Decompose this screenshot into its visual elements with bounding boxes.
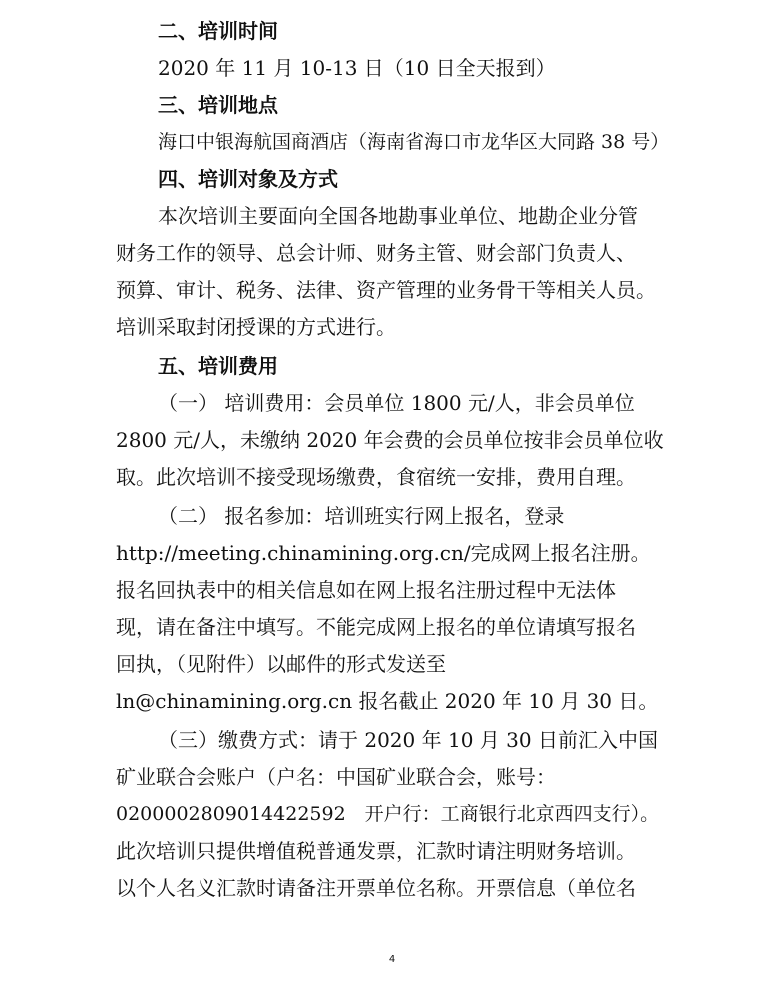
section-heading-training-time: 二、培训时间 (158, 19, 278, 43)
bank-account-line: 0200002809014422592 开户行：工商银行北京西四支行）。 (116, 803, 660, 825)
paragraph-line: 以个人名义汇款时请备注开票单位名称。开票信息（单位名 (116, 876, 636, 900)
paragraph-line: 现，请在备注中填写。不能完成网上报名的单位请填写报名 (116, 615, 636, 639)
paragraph-line: 报名回执表中的相关信息如在网上报名注册过程中无法体 (116, 578, 616, 602)
section-heading-training-fee: 五、培训费用 (158, 354, 278, 378)
paragraph-line: 培训采取封闭授课的方式进行。 (116, 315, 396, 339)
section-heading-training-target: 四、培训对象及方式 (158, 167, 338, 191)
training-time-text: 2020 年 11 月 10-13 日（10 日全天报到） (158, 56, 556, 80)
email-line: ln@chinamining.org.cn 报名截止 2020 年 10 月 30 日。 (116, 689, 659, 713)
training-location-text: 海口中银海航国商酒店（海南省海口市龙华区大同路 38 号） (158, 131, 670, 153)
paragraph-line: 预算、审计、税务、法律、资产管理的业务骨干等相关人员。 (116, 278, 656, 302)
paragraph-line: （一） 培训费用：会员单位 1800 元/人，非会员单位 (158, 391, 635, 415)
section-heading-training-location: 三、培训地点 (158, 93, 278, 117)
paragraph-line: （二） 报名参加：培训班实行网上报名，登录 (158, 504, 565, 528)
paragraph-line: 矿业联合会账户（户名：中国矿业联合会，账号： (116, 765, 556, 789)
paragraph-line: 本次培训主要面向全国各地勘事业单位、地勘企业分管 (158, 204, 638, 228)
paragraph-line: 回执，（见附件）以邮件的形式发送至 (116, 652, 446, 676)
page-number: 4 (388, 954, 396, 965)
paragraph-line: 取。此次培训不接受现场缴费，食宿统一安排，费用自理。 (116, 465, 636, 489)
paragraph-line: （三）缴费方式：请于 2020 年 10 月 30 日前汇入中国 (158, 728, 658, 752)
paragraph-line: 2800 元/人，未缴纳 2020 年会费的会员单位按非会员单位收 (116, 428, 664, 452)
registration-url-line: http://meeting.chinamining.org.cn/完成网上报名注册。 (116, 541, 651, 565)
paragraph-line: 此次培训只提供增值税普通发票，汇款时请注明财务培训。 (116, 839, 636, 863)
paragraph-line: 财务工作的领导、总会计师、财务主管、财会部门负责人、 (116, 241, 636, 265)
